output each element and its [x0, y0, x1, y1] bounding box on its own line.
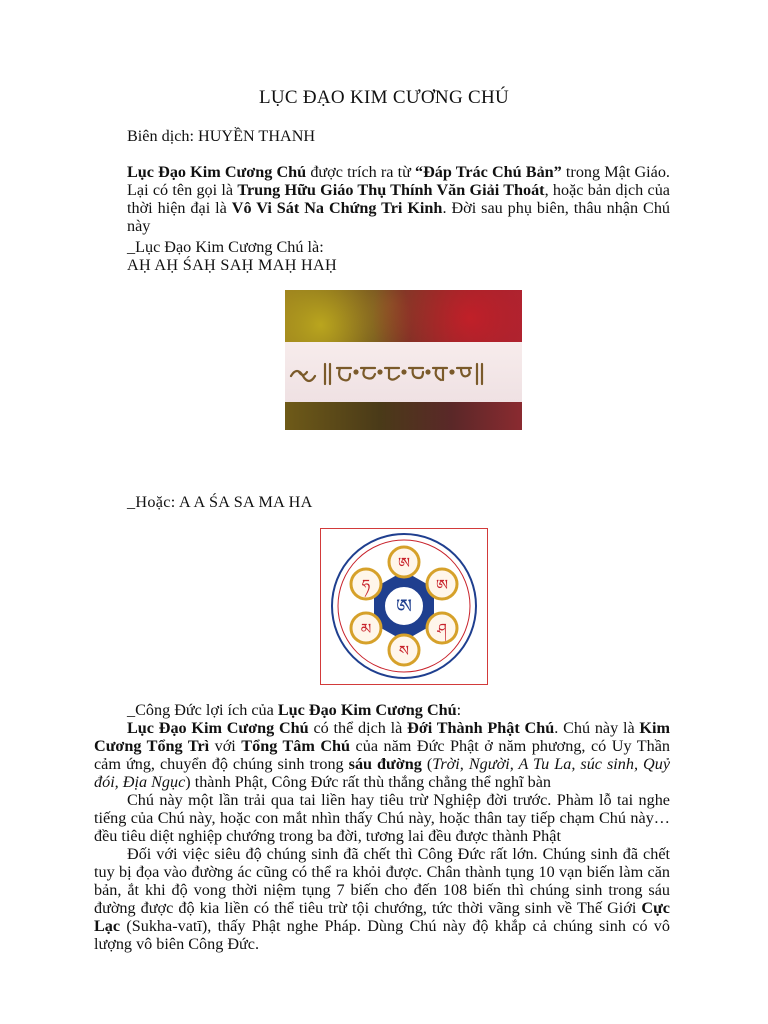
merit1-term-i: sáu đường: [348, 755, 422, 773]
alt-mantra-line: _Hoặc: A A ŚA SA MA HA: [127, 493, 313, 511]
merit-paragraph-3: [94, 845, 670, 953]
intro-text-1: được trích ra từ: [306, 163, 416, 181]
svg-text:ཨ: ཨ: [397, 554, 411, 572]
banner-bottom-band: [285, 402, 522, 430]
intro-text-2: trong Mật Giáo. Lại có tên gọi là: [127, 163, 670, 199]
svg-text:ཨ: ཨ: [435, 576, 449, 594]
merit-paragraph-2: Chú này một lần trải qua tai liền hay tiêu trừ Nghiệp đời trước. Phàm lỗ tai nghe tiếng của Chú này, hoặc con mắt nhìn thấy Chú này, hoặc thân tay tiếp chạm Chú này… đều tiêu diệt nghiệp chướng trong ba đời, tương lai đều được thành Phật: [94, 791, 670, 845]
merit-heading-suffix: :: [456, 701, 462, 719]
intro-text-4: . Đời sau phụ biên, thâu nhận Chú này: [127, 199, 671, 235]
svg-text:ཤ: ཤ: [437, 620, 447, 638]
intro-term-1: Lục Đạo Kim Cương Chú: [127, 163, 307, 181]
intro-term-2: “Đáp Trác Chú Bản”: [415, 163, 562, 181]
svg-text:ས: ས: [398, 642, 410, 660]
intro-term-3: Trung Hữu Giáo Thụ Thính Văn Giải Thoát: [237, 181, 545, 199]
merit-paragraph-1: [94, 719, 670, 791]
merit1-term-a: Lục Đạo Kim Cương Chú: [127, 719, 309, 737]
merit1-text-f: với: [209, 737, 242, 755]
mandala-icon: [321, 529, 487, 684]
merit-heading-term: Lục Đạo Kim Cương Chú: [277, 701, 457, 719]
merit1-text-h: của năm Đức Phật ở năm phương, có Uy Thần cảm ứng, chuyển độ chúng sinh trong: [94, 737, 670, 773]
mantra-intro: _Lục Đạo Kim Cương Chú là:: [127, 238, 324, 256]
mandala-image: [320, 528, 488, 685]
merit1-term-e: Kim Cương Tổng Trì: [94, 719, 670, 755]
merit3-text-a: Đối với việc siêu độ chúng sinh đã chết thì Công Đức rất lớn. Chúng sinh đã chết tuy bị đọa vào đường ác cũng có thể ra khỏi được. Chân thành tụng 10 vạn biến làm căn bản, ắt khi độ vong thời niệm tụng 7 biến cho đến 108 biến thì chúng sinh trong sáu đường được độ kia liền có thể tiêu trừ tội chướng, tức thời vãng sinh về Thế Giới: [94, 845, 670, 917]
merit1-text-b: có thể dịch là: [308, 719, 408, 737]
merit1-term-g: Tổng Tâm Chú: [241, 737, 351, 755]
svg-text:ཨ: ཨ: [395, 594, 413, 618]
mantra-banner-image: [285, 290, 522, 430]
merit1-realms: Trời, Người, A Tu La, súc sinh, Quỷ đói, Địa Ngục: [94, 755, 670, 791]
merit1-text-d: . Chú này là: [554, 719, 640, 737]
svg-text:མ: མ: [360, 620, 372, 638]
translator-line: Biên dịch: HUYỀN THANH: [127, 127, 316, 145]
page-title: LỤC ĐẠO KIM CƯƠNG CHÚ: [258, 87, 510, 108]
merit1-term-c: Đới Thành Phật Chú: [407, 719, 555, 737]
merit1-text-j: (: [421, 755, 433, 773]
intro-paragraph: [127, 163, 670, 235]
tibetan-script-icon: [285, 342, 522, 402]
merit-heading: [127, 701, 461, 719]
intro-text-3: , hoặc bản dịch của thời hiện đại là: [127, 181, 670, 217]
intro-term-4: Vô Vi Sát Na Chứng Tri Kinh: [231, 199, 443, 217]
merit3-text-c: (Sukha-vatī), thấy Phật nghe Pháp. Dùng Chú này độ khắp cả chúng sinh có vô lượng vô biên Công Đức.: [94, 917, 670, 953]
svg-text:ཧ: ཧ: [361, 576, 371, 594]
merit-heading-prefix: _Công Đức lợi ích của: [127, 701, 278, 719]
merit1-text-l: ) thành Phật, Công Đức rất thù thắng chẳng thể nghĩ bàn: [185, 773, 552, 791]
mantra-line: AḤ AḤ ŚAḤ SAḤ MAḤ HAḤ: [127, 256, 338, 274]
merit3-term-b: Cực Lạc: [94, 899, 670, 935]
banner-script-strip: [285, 342, 522, 402]
